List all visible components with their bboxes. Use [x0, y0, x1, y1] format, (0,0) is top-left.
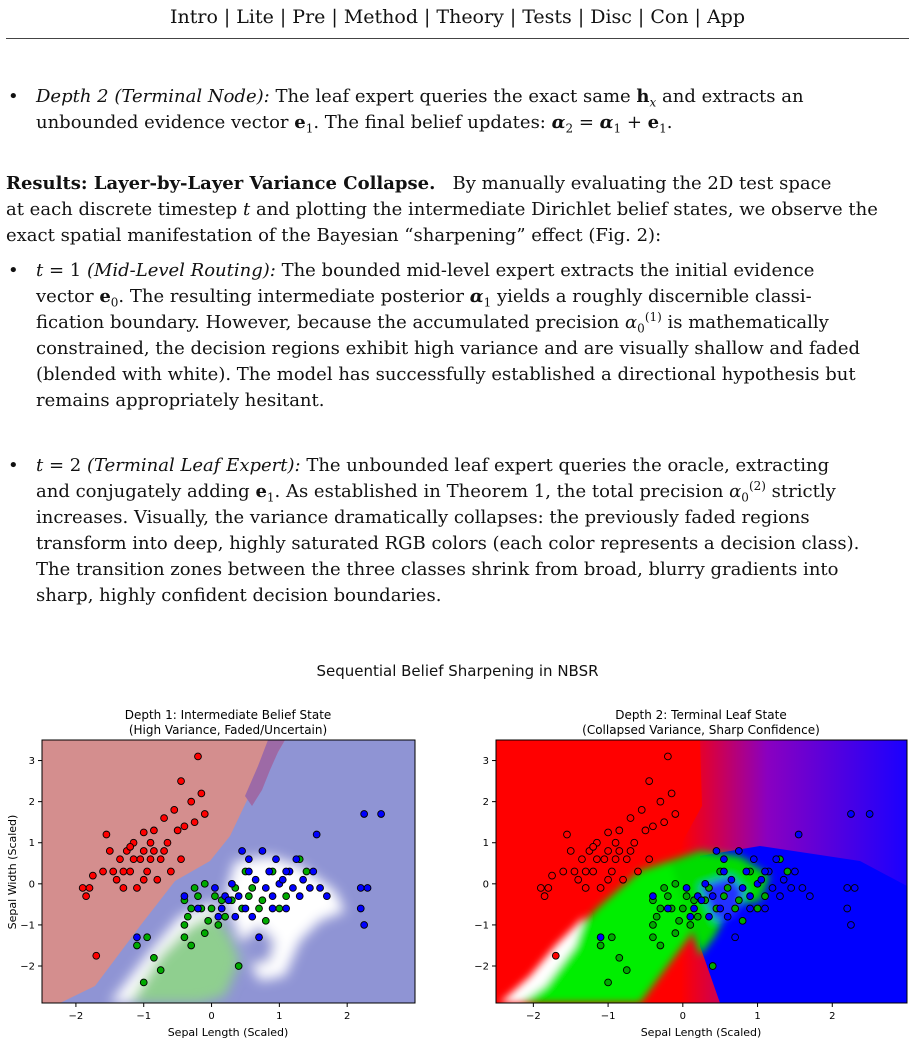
left-point-class-2: [245, 856, 252, 863]
right-point-class-1: [687, 922, 694, 929]
right-decision-regions: [496, 740, 907, 1003]
right-point-class-0: [590, 843, 597, 850]
right-point-class-2: [721, 868, 728, 875]
figure-suptitle: Sequential Belief Sharpening in NBSR: [316, 662, 599, 680]
right-point-class-1: [608, 934, 615, 941]
right-point-class-1: [735, 897, 742, 904]
left-point-class-2: [235, 893, 242, 900]
right-point-class-2: [777, 893, 784, 900]
left-point-class-0: [140, 848, 147, 855]
left-point-class-1: [205, 917, 212, 924]
right-point-class-1: [605, 979, 612, 986]
left-point-class-2: [266, 868, 273, 875]
left-point-class-2: [259, 848, 266, 855]
right-point-class-2: [702, 880, 709, 887]
right-xlabel: Sepal Length (Scaled): [640, 1026, 762, 1039]
left-point-class-0: [120, 868, 127, 875]
right-point-class-1: [683, 893, 690, 900]
left-point-class-1: [215, 922, 222, 929]
nav-item-pre[interactable]: Pre: [292, 6, 326, 28]
right-point-class-0: [612, 856, 619, 863]
bullet-t2: • t = 2 (Terminal Leaf Expert): The unbounded leaf expert queries the oracle, extracting and conjugately adding $e_1$. As established in Theorem 1, the total precision $\alpha_0^{(2)}$ strictly increases. Visually, the variance dramatically collapses: the previously faded regions transform into deep, highly saturated RGB colors (each color represents a decision class). The transition zones between the three classes shrink from broad, blurry gradients into sharp, highly confident decision boundaries.: [8, 455, 860, 606]
right-point-class-0: [612, 839, 619, 846]
left-point-class-0: [191, 819, 198, 826]
left-point-class-2: [290, 885, 297, 892]
right-point-class-0: [564, 831, 571, 838]
right-point-class-0: [601, 856, 608, 863]
right-point-class-0: [646, 856, 653, 863]
right-point-class-0: [605, 876, 612, 883]
left-ytick-label: −1: [20, 920, 35, 932]
right-point-class-0: [616, 827, 623, 834]
left-point-class-1: [276, 905, 283, 912]
right-point-class-2: [848, 811, 855, 818]
left-xtick-label: 2: [343, 1011, 351, 1022]
section-nav: Intro | Lite | Pre | Method | Theory | Tests | Disc | Con | App: [169, 6, 745, 28]
right-point-class-0: [590, 868, 597, 875]
left-decision-regions: [42, 740, 415, 1003]
left-point-class-2: [361, 922, 368, 929]
right-point-class-2: [758, 876, 765, 883]
left-point-class-1: [195, 893, 202, 900]
right-point-class-0: [616, 848, 623, 855]
left-point-class-2: [212, 885, 219, 892]
left-point-class-1: [134, 942, 141, 949]
bullet-t1: • t = 1 (Mid-Level Routing): The bounded mid-level expert extracts the initial evidence vector $e_0$. The resulting intermediate posterior $\alpha_1$ yields a roughly discernible classi- fication boundary. However, because the accumulated precision $\alpha_0^{(1)}$ is mathematically constrained, the decision regions exhibit high variance and are visually shallow and faded (blended with white). The model has successfully established a directional hypothesis but remains appropriately hesitant.: [8, 260, 861, 411]
right-point-class-2: [844, 905, 851, 912]
left-point-class-2: [300, 876, 307, 883]
left-point-class-2: [283, 905, 290, 912]
right-point-class-0: [627, 815, 634, 822]
left-point-class-2: [245, 868, 252, 875]
depth2-bullet: • Depth 2 (Terminal Node): The leaf expert queries the exact same $h_x$ and extracts an unbounded evidence vector $e_1$. The final belief updates: $\alpha_2 = \alpha_1 + e_1$.: [8, 86, 804, 136]
left-point-class-2: [364, 885, 371, 892]
left-point-class-0: [164, 839, 171, 846]
right-point-class-0: [575, 876, 582, 883]
right-point-class-0: [650, 823, 657, 830]
right-point-class-2: [788, 885, 795, 892]
nav-item-lite[interactable]: Lite: [236, 6, 274, 28]
left-point-class-0: [130, 856, 137, 863]
right-point-class-0: [582, 868, 589, 875]
right-point-class-0: [605, 829, 612, 836]
left-point-class-0: [178, 856, 185, 863]
left-point-class-2: [269, 905, 276, 912]
left-point-class-1: [188, 905, 195, 912]
left-point-class-2: [283, 868, 290, 875]
nav-item-disc[interactable]: Disc: [590, 6, 632, 28]
right-point-class-0: [571, 868, 578, 875]
right-point-class-0: [582, 885, 589, 892]
left-point-class-2: [228, 880, 235, 887]
right-point-class-1: [650, 922, 657, 929]
left-point-class-2: [262, 885, 269, 892]
right-point-class-2: [747, 905, 754, 912]
right-point-class-2: [698, 897, 705, 904]
right-point-class-0: [560, 868, 567, 875]
right-point-class-2: [762, 868, 769, 875]
left-point-class-2: [232, 913, 239, 920]
left-point-class-0: [161, 848, 168, 855]
right-point-class-0: [608, 868, 615, 875]
left-point-class-0: [127, 843, 134, 850]
left-point-class-0: [147, 839, 154, 846]
left-point-class-0: [198, 790, 205, 797]
right-point-class-0: [593, 856, 600, 863]
right-point-class-1: [694, 913, 701, 920]
left-point-class-1: [140, 979, 147, 986]
left-point-class-2: [357, 905, 364, 912]
right-point-class-2: [799, 885, 806, 892]
right-point-class-2: [691, 905, 698, 912]
right-point-class-0: [541, 893, 548, 900]
left-ytick-label: 1: [28, 838, 35, 850]
right-point-class-2: [795, 831, 802, 838]
results-paragraph: Results: Layer-by-Layer Variance Collapse. By manually evaluating the 2D test space at each discrete timestep t and plotting the intermediate Dirichlet belief states, we observe the exact spatial manifestation of the Bayesian “sharpening” effect (Fig. 2):: [6, 173, 878, 246]
left-point-class-0: [100, 868, 107, 875]
right-point-class-2: [650, 893, 657, 900]
right-point-class-0: [635, 868, 642, 875]
left-point-class-0: [134, 885, 141, 892]
left-point-class-1: [151, 954, 158, 961]
left-ytick-label: 0: [28, 879, 35, 891]
right-point-class-2: [750, 856, 757, 863]
left-xtick-label: −1: [136, 1011, 152, 1022]
right-xtick-label: 1: [754, 1011, 761, 1022]
left-xlabel: Sepal Length (Scaled): [167, 1026, 289, 1039]
left-point-class-1: [144, 934, 151, 941]
right-point-class-2: [732, 934, 739, 941]
left-point-class-2: [195, 905, 202, 912]
left-point-class-0: [137, 856, 144, 863]
left-point-class-0: [93, 952, 100, 959]
left-point-class-0: [157, 856, 164, 863]
right-point-class-2: [866, 811, 873, 818]
right-point-class-0: [646, 778, 653, 785]
right-point-class-0: [642, 827, 649, 834]
right-ytick-label: 1: [482, 838, 489, 850]
left-point-class-2: [218, 905, 225, 912]
left-point-class-1: [191, 885, 198, 892]
right-point-class-0: [623, 856, 630, 863]
right-point-class-1: [650, 934, 657, 941]
left-point-class-2: [225, 897, 232, 904]
right-point-class-1: [657, 942, 664, 949]
left-point-class-2: [134, 934, 141, 941]
right-point-class-1: [664, 893, 671, 900]
right-xtick-label: 0: [679, 1011, 687, 1022]
left-point-class-0: [144, 868, 151, 875]
left-point-class-1: [283, 893, 290, 900]
left-point-class-1: [235, 963, 242, 970]
left-point-class-0: [106, 848, 113, 855]
left-point-class-0: [174, 827, 181, 834]
left-xtick-label: 1: [276, 1011, 283, 1022]
right-point-class-0: [549, 872, 556, 879]
left-point-class-1: [262, 917, 269, 924]
right-point-class-2: [747, 893, 754, 900]
left-point-class-2: [293, 856, 300, 863]
left-point-class-0: [171, 806, 178, 813]
right-panel-title-2: (Collapsed Variance, Sharp Confidence): [582, 723, 820, 737]
right-point-class-1: [732, 905, 739, 912]
left-point-class-2: [269, 893, 276, 900]
right-point-class-2: [721, 856, 728, 863]
right-point-class-1: [679, 905, 686, 912]
left-point-class-0: [83, 893, 90, 900]
header-rule: [6, 38, 909, 39]
right-point-class-1: [653, 913, 660, 920]
right-point-class-1: [784, 868, 791, 875]
left-point-class-0: [86, 885, 93, 892]
right-point-class-0: [597, 885, 604, 892]
right-point-class-2: [724, 913, 731, 920]
right-point-class-1: [724, 885, 731, 892]
left-ylabel: Sepal Width (Scaled): [6, 814, 19, 930]
right-point-class-1: [709, 963, 716, 970]
right-panel-title-1: Depth 2: Terminal Leaf State: [615, 708, 787, 722]
left-point-class-0: [140, 876, 147, 883]
left-point-class-2: [323, 893, 330, 900]
right-point-class-0: [552, 952, 559, 959]
left-point-class-1: [184, 913, 191, 920]
right-ytick-label: 2: [482, 797, 489, 809]
right-point-class-2: [687, 913, 694, 920]
right-point-class-0: [545, 885, 552, 892]
right-point-class-0: [537, 885, 544, 892]
right-point-class-2: [848, 922, 855, 929]
right-point-class-2: [792, 868, 799, 875]
nav-item-tests[interactable]: Tests: [522, 6, 572, 28]
right-point-class-2: [769, 885, 776, 892]
left-point-class-2: [279, 876, 286, 883]
right-point-class-0: [664, 753, 671, 760]
right-ytick-label: −1: [474, 920, 489, 932]
left-point-class-0: [178, 778, 185, 785]
right-point-class-0: [620, 876, 627, 883]
left-point-class-1: [181, 922, 188, 929]
right-point-class-0: [627, 848, 634, 855]
right-point-class-2: [709, 893, 716, 900]
left-point-class-1: [208, 905, 215, 912]
left-point-class-1: [212, 893, 219, 900]
right-point-class-2: [717, 905, 724, 912]
left-point-class-0: [154, 876, 161, 883]
left-point-class-1: [222, 913, 229, 920]
left-point-class-2: [273, 856, 280, 863]
left-point-class-2: [215, 913, 222, 920]
right-ytick-label: 3: [482, 756, 489, 768]
right-point-class-2: [597, 934, 604, 941]
nav-item-intro[interactable]: Intro: [169, 6, 218, 28]
right-point-class-1: [597, 942, 604, 949]
right-point-class-2: [735, 848, 742, 855]
left-point-class-0: [147, 856, 154, 863]
left-point-class-0: [201, 811, 208, 818]
right-point-class-1: [739, 917, 746, 924]
right-point-class-0: [567, 848, 574, 855]
left-ytick-label: 3: [28, 756, 35, 768]
right-point-class-2: [844, 885, 851, 892]
left-point-class-2: [361, 811, 368, 818]
left-point-class-2: [317, 885, 324, 892]
left-point-class-2: [306, 885, 313, 892]
left-point-class-0: [195, 753, 202, 760]
left-point-class-0: [167, 868, 174, 875]
right-point-class-1: [754, 905, 761, 912]
right-ytick-label: −2: [474, 961, 489, 973]
left-point-class-2: [378, 811, 385, 818]
right-point-class-1: [721, 893, 728, 900]
left-point-class-0: [117, 856, 124, 863]
nav-item-app[interactable]: App: [706, 6, 745, 28]
left-point-class-0: [79, 885, 86, 892]
left-point-class-1: [188, 942, 195, 949]
right-point-class-2: [706, 913, 713, 920]
right-point-class-1: [672, 930, 679, 937]
left-point-class-0: [151, 848, 158, 855]
right-point-class-2: [851, 885, 858, 892]
left-panel-title-2: (High Variance, Faded/Uncertain): [128, 723, 328, 737]
right-point-class-0: [657, 798, 664, 805]
right-point-class-1: [661, 885, 668, 892]
left-point-class-1: [249, 885, 256, 892]
figure-panels: [0, 686, 915, 1046]
right-point-class-0: [668, 790, 675, 797]
right-point-class-1: [616, 954, 623, 961]
right-point-class-0: [605, 848, 612, 855]
right-xtick-label: 2: [829, 1011, 836, 1022]
right-xtick-label: −1: [600, 1011, 616, 1022]
left-point-class-0: [188, 798, 195, 805]
right-point-class-2: [683, 885, 690, 892]
left-point-class-2: [181, 893, 188, 900]
left-point-class-1: [303, 868, 310, 875]
left-point-class-2: [239, 848, 246, 855]
right-point-class-2: [664, 905, 671, 912]
right-point-class-1: [762, 893, 769, 900]
left-ytick-label: −2: [20, 961, 35, 973]
left-ytick-label: 2: [28, 797, 35, 809]
left-point-class-0: [161, 815, 168, 822]
right-point-class-1: [672, 880, 679, 887]
left-xtick-label: 0: [208, 1011, 215, 1022]
right-xtick-label: −2: [525, 1011, 541, 1022]
left-point-class-0: [140, 829, 147, 836]
right-point-class-0: [631, 839, 638, 846]
right-point-class-2: [773, 856, 780, 863]
left-point-class-1: [259, 897, 266, 904]
left-point-class-0: [181, 823, 188, 830]
right-point-class-2: [743, 868, 750, 875]
left-point-class-2: [242, 905, 249, 912]
left-point-class-0: [89, 872, 96, 879]
right-point-class-0: [638, 806, 645, 813]
right-point-class-2: [806, 893, 813, 900]
left-xtick-label: −2: [68, 1011, 84, 1022]
right-point-class-2: [728, 876, 735, 883]
left-point-class-0: [120, 885, 127, 892]
left-point-class-2: [249, 913, 256, 920]
right-point-class-0: [579, 856, 586, 863]
left-point-class-1: [157, 967, 164, 974]
left-point-class-0: [151, 827, 158, 834]
left-point-class-2: [310, 868, 317, 875]
left-point-class-0: [127, 868, 134, 875]
left-point-class-2: [357, 885, 364, 892]
right-point-class-2: [780, 876, 787, 883]
right-ytick-label: 0: [482, 879, 489, 891]
right-point-class-1: [623, 967, 630, 974]
left-point-class-1: [201, 930, 208, 937]
left-point-class-2: [313, 831, 320, 838]
left-point-class-0: [113, 876, 120, 883]
right-point-class-2: [762, 905, 769, 912]
nav-item-con[interactable]: Con: [650, 6, 689, 28]
right-point-class-0: [661, 819, 668, 826]
right-point-class-2: [713, 848, 720, 855]
left-point-class-2: [296, 893, 303, 900]
left-point-class-1: [245, 893, 252, 900]
left-point-class-1: [201, 880, 208, 887]
right-point-class-2: [739, 885, 746, 892]
nav-item-theory[interactable]: Theory: [436, 6, 504, 28]
right-point-class-1: [676, 917, 683, 924]
right-point-class-1: [657, 905, 664, 912]
left-point-class-0: [110, 868, 117, 875]
right-point-class-0: [672, 811, 679, 818]
left-panel-title-1: Depth 1: Intermediate Belief State: [124, 708, 332, 722]
left-point-class-1: [256, 905, 263, 912]
left-point-class-1: [181, 934, 188, 941]
left-point-class-0: [103, 831, 110, 838]
left-point-class-2: [252, 876, 259, 883]
left-point-class-2: [256, 934, 263, 941]
nav-item-method[interactable]: Method: [343, 6, 418, 28]
